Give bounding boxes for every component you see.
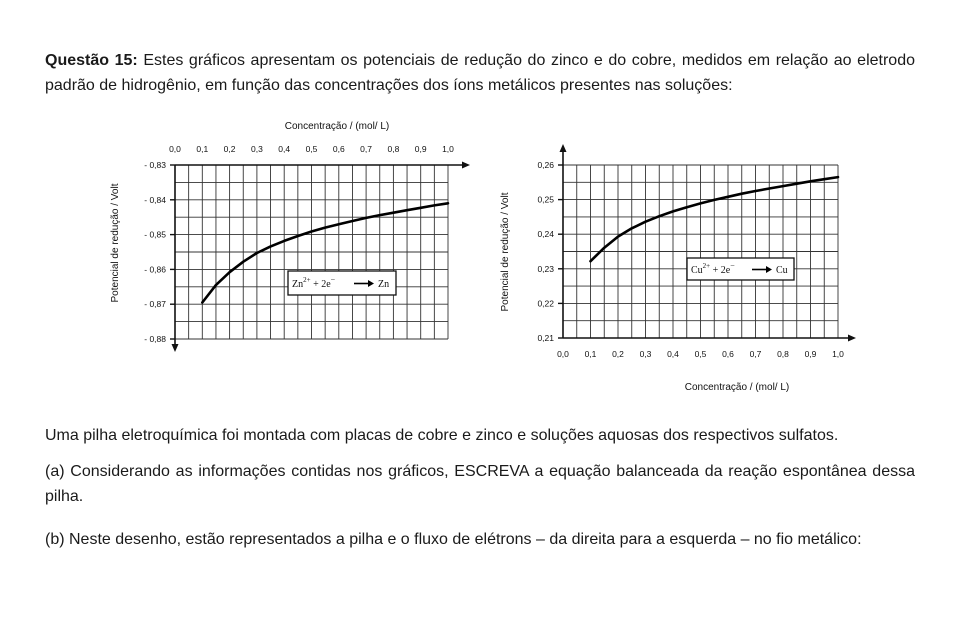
x-tick-label: 0,6: [332, 144, 345, 154]
x-tick-label: 1,0: [442, 144, 454, 154]
reaction-product: Cu: [776, 265, 788, 276]
x-tick-label: 0,3: [639, 349, 652, 359]
y-tick-label: - 0,88: [144, 334, 166, 344]
x-tick-label: 0,5: [694, 349, 707, 359]
x-tick-label: 0,0: [169, 144, 181, 154]
question-text: Estes gráficos apresentam os potenciais de redução do zinco e do cobre, medidos em relação ao eletrodo padrão de hidrogênio, em função das concentrações dos íons metálicos presentes nas soluções:: [45, 52, 915, 94]
x-axis-title: Concentração / (mol/ L): [684, 382, 790, 393]
x-tick-label: 0,7: [360, 144, 373, 154]
y-tick-label: 0,21: [537, 333, 554, 343]
x-tick-label: 0,4: [278, 144, 291, 154]
question-label: Questão 15:: [45, 52, 138, 69]
chart-grid: [175, 165, 448, 339]
x-tick-label: 0,8: [387, 144, 400, 154]
x-tick-label: 0,3: [250, 144, 263, 154]
chart-grid: [563, 165, 838, 338]
x-tick-label: 0,1: [196, 144, 209, 154]
x-tick-label: 0,4: [667, 349, 679, 359]
x-axis-title: Concentração / (mol/ L): [284, 121, 390, 132]
y-tick-label: 0,26: [537, 160, 554, 170]
reaction-product: Zn: [378, 279, 390, 290]
x-tick-label: 0,2: [223, 144, 236, 154]
x-tick-label: 0,5: [305, 144, 318, 154]
x-axis-arrow: [848, 335, 856, 342]
x-tick-label: 0,2: [612, 349, 624, 359]
x-tick-label: 0,9: [804, 349, 817, 359]
x-tick-label: 0,6: [722, 349, 734, 359]
y-axis-arrow: [560, 144, 567, 152]
y-tick-label: - 0,85: [144, 229, 166, 240]
part-b-text: (b) Neste desenho, estão representados a pilha e o fluxo de elétrons – da direita para a esquerda – no fio metálico:: [45, 531, 862, 548]
copper-chart: [500, 144, 856, 393]
y-tick-label: - 0,86: [144, 264, 166, 275]
y-tick-label: 0,25: [537, 194, 554, 205]
x-tick-label: 0,8: [777, 349, 789, 359]
zinc-chart: [110, 121, 470, 352]
y-tick-label: - 0,83: [144, 160, 166, 170]
x-axis-arrow: [462, 162, 470, 169]
part-a-text: (a) Considerando as informações contidas nos gráficos, ESCREVA a equação balanceada da reação espontânea dessa pilha.: [45, 463, 915, 505]
intro-text: Uma pilha eletroquímica foi montada com placas de cobre e zinco e soluções aquosas dos respectivos sulfatos.: [45, 427, 839, 444]
reaction-equation: $Cu^{2+} + 2e^-$: [691, 261, 735, 276]
y-tick-label: - 0,87: [144, 299, 166, 310]
x-tick-label: 0,9: [414, 144, 427, 154]
reaction-equation: $Zn^{2+} + 2e^-$: [292, 275, 336, 290]
x-tick-label: 0,7: [749, 349, 762, 359]
reaction-annotation: [687, 258, 794, 280]
x-tick-label: 0,0: [557, 349, 569, 359]
y-tick-label: 0,23: [537, 263, 554, 274]
x-tick-label: 0,1: [584, 349, 597, 359]
reaction-annotation: [288, 271, 396, 295]
y-axis-arrow: [172, 344, 179, 352]
y-axis-title: Potencial de redução / Volt: [500, 192, 511, 312]
y-tick-label: 0,24: [537, 229, 554, 240]
x-tick-label: 1,0: [832, 349, 844, 359]
y-axis-title: Potencial de redução / Volt: [110, 183, 121, 303]
y-tick-label: - 0,84: [144, 194, 166, 205]
y-tick-label: 0,22: [537, 298, 554, 309]
